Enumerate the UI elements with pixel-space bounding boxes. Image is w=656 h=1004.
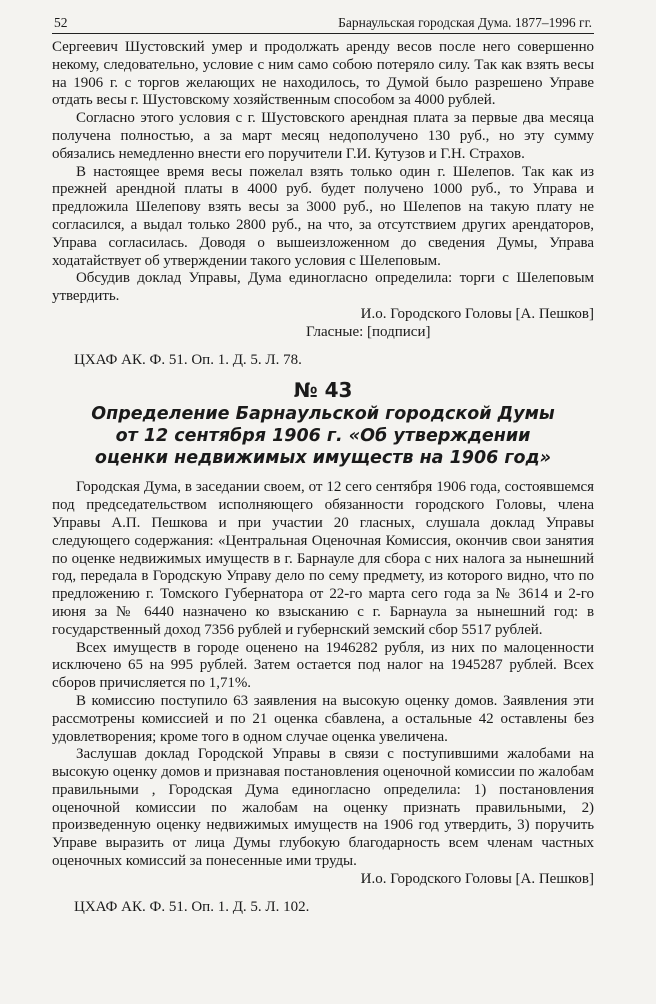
document-number: № 43: [293, 378, 353, 403]
paragraph: Обсудив доклад Управы, Дума единогласно определила: торги с Шелеповым утвердить.: [52, 270, 594, 305]
signature-acting-head: И.о. Городского Головы [А. Пешков]: [360, 305, 594, 322]
paragraph: Всех имуществ в городе оценено на 1946282 рубля, из них по малоценности исключено 65 на 995 рублей. Затем остается под налог на 1945287 рублей. Всех сборов причисляется по 1,71%.: [52, 639, 594, 692]
running-title: Барнаульская городская Дума. 1877–1996 гг.: [338, 15, 592, 30]
document-title-line: оценки недвижимых имуществ на 1906 год»: [94, 448, 552, 469]
archive-reference: ЦХАФ АК. Ф. 51. Оп. 1. Д. 5. Л. 102.: [74, 898, 310, 915]
document-title-line: Определение Барнаульской городской Думы: [91, 404, 555, 425]
document-title-line: от 12 сентября 1906 г. «Об утверждении: [115, 426, 531, 447]
signature-councillors: Гласные: [подписи]: [306, 323, 431, 340]
signature-acting-head: И.о. Городского Головы [А. Пешков]: [360, 870, 594, 887]
document-title: [52, 403, 594, 469]
paragraph: Заслушав доклад Городской Управы в связи с поступившими жалобами на высокую оценку домов и признавая постановления оценочной комиссии по жалобам правильными , Городская Дума единогласно определила: 1) постановления оценочной комиссии по жалобам на оценку признать правильными, 2) произведенную оценку недвижимых имуществ на 1906 год утвердить, 3) поручить Управе выразить от лица Думы глубокую благодарность всем членам частных оценочных комиссий за понесенные ими труды.: [52, 746, 594, 870]
paragraph: Согласно этого условия с г. Шустовского арендная плата за первые два месяца получена полностью, а за март месяц недополучено 130 руб., но эту сумму обязались немедленно внести его поручители Г.И. Кутузов и Г.Н. Страхов.: [52, 110, 594, 162]
running-header: [52, 14, 594, 34]
paragraph: Сергеевич Шустовский умер и продолжать аренду весов после него совершенно некому, следовательно, условие с ним само собою потеряло силу. Так как взять весы на 1906 г. с торгов желающих не находилось, то Думой было разрешено Управе отдать весы г. Шустовскому хозяйственным способом за 4000 рублей.: [52, 39, 594, 109]
paragraph: В настоящее время весы пожелал взять только один г. Шелепов. Так как из прежней арендной платы в 4000 руб. будет получено 1000 руб., то Управа и предложила Шелепову взять весы за 3000 руб., но Шелепов на такую плату не согласился, а выдал только 2800 руб., на что, за отсутствием других арендаторов, Управа согласилась. Доводя о вышеизложенном до сведения Думы, Управа ходатайствует об утверждении такого условия с Шелеповым.: [52, 163, 594, 269]
paragraph: В комиссию поступило 63 заявления на высокую оценку домов. Заявления эти рассмотрены комиссией и по 21 оценка сбавлена, а остальные 42 оставлены без удовлетворения; кроме того в одном случае оценка увеличена.: [52, 692, 594, 745]
page-number: 52: [54, 15, 68, 30]
paragraph: Городская Дума, в заседании своем, от 12 сего сентября 1906 года, состоявшемся под председательством исполняющего обязанности городского Головы, члена Управы А.П. Пешкова и при участии 20 гласных, слушала доклад Управы следующего содержания: «Центральная Оценочная Комиссия, окончив свои занятия по оценке недвижимых имуществ в г. Барнауле для сбора с них налога за нынешний год, передала в Городскую Управу дело по сему предмету, из которого видно, что по предложению г. Томского Губернатора от 22-го марта сего года за № 3614 и 2-го июня за № 6440 назначено ко взысканию с г. Барнаула за нынешний год: в государственный доход 7356 рублей и губернский земский сбор 5517 рублей.: [52, 479, 594, 638]
archive-reference: ЦХАФ АК. Ф. 51. Оп. 1. Д. 5. Л. 78.: [74, 351, 302, 368]
